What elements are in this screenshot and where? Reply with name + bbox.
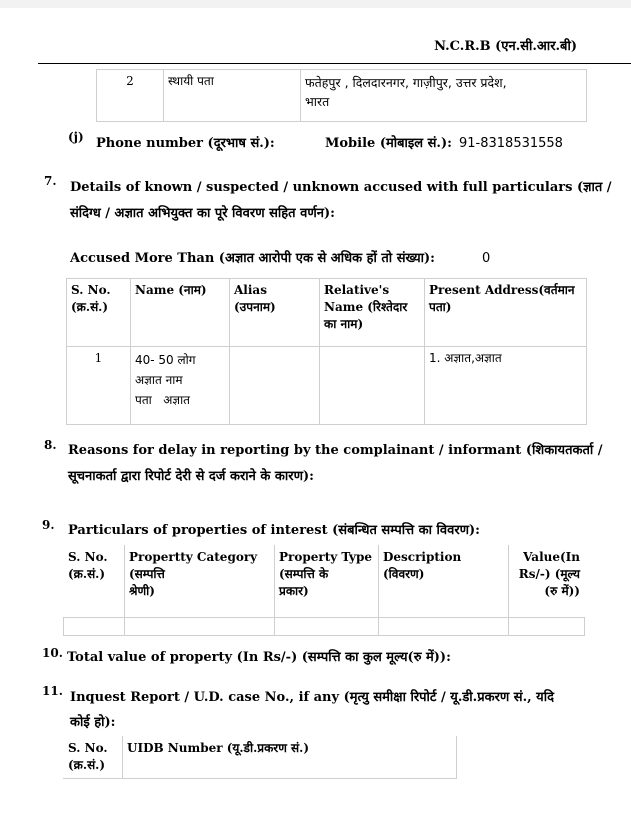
mobile-label: Mobile (मोबाइल सं.): <box>325 136 452 151</box>
section-7-title: संदिग्ध / अज्ञात अभियुक्त का पूरे विवरण सहित वर्णन): <box>70 206 335 221</box>
address-type: स्थायी पता <box>164 70 301 122</box>
col-header-relative: Relative's Name (रिश्तेदार का नाम) <box>320 279 425 347</box>
section-8-title: Reasons for delay in reporting by the complainant / informant (शिकायतकर्ता / <box>68 443 603 458</box>
col-header-description: Description (विवरण) <box>379 546 509 618</box>
empty-cell <box>509 618 585 636</box>
cell-sno: 1 <box>67 347 131 425</box>
cell-alias <box>230 347 320 425</box>
section-11-title: Inquest Report / U.D. case No., if any (मृत्यु समीक्षा रिपोर्ट / यू.डी.प्रकरण सं., यदि <box>70 690 554 705</box>
col-header-uidb: UIDB Number (यू.डी.प्रकरण सं.) <box>123 737 457 779</box>
col-header-sno: S. No. (क्र.सं.) <box>64 737 123 779</box>
col-header-alias: Alias (उपनाम) <box>230 279 320 347</box>
section-9-title: Particulars of properties of interest (संबन्धित सम्पत्ति का विवरण): <box>68 523 480 538</box>
section-7-title: Details of known / suspected / unknown accused with full particulars (ज्ञात / <box>70 180 612 195</box>
empty-cell <box>64 618 125 636</box>
phone-label: Phone number (दूरभाष सं.): <box>96 136 275 151</box>
address-value <box>301 70 587 122</box>
address-line: फतेहपुर , दिलदारनगर, गाज़ीपुर, उत्तर प्रदेश, <box>305 75 507 90</box>
empty-cell <box>125 618 275 636</box>
cell-relative <box>320 347 425 425</box>
col-header-sno: S. No. (क्र.सं.) <box>67 279 131 347</box>
mobile-value: 91-8318531558 <box>459 136 563 151</box>
address-line: भारत <box>305 94 330 109</box>
table-row <box>64 618 585 636</box>
section-11-title: कोई हो): <box>70 715 116 730</box>
property-table <box>63 545 585 636</box>
address-table <box>96 69 587 122</box>
section-number: 10. <box>42 646 63 660</box>
page-header-title: N.C.R.B (एन.सी.आर.बी) <box>434 39 577 54</box>
empty-cell <box>275 618 379 636</box>
section-number: 11. <box>42 684 63 698</box>
col-header-value: Value(In Rs/-) (मूल्य (रु में)) <box>509 546 585 618</box>
table-header-row <box>64 737 457 779</box>
header-divider <box>38 63 631 64</box>
empty-cell <box>379 618 509 636</box>
col-header-type: Property Type (सम्पत्ति के प्रकार) <box>275 546 379 618</box>
accused-table <box>66 278 587 425</box>
inquest-table <box>63 736 457 779</box>
table-row <box>97 70 587 122</box>
col-header-category: Propertty Category (सम्पत्ति श्रेणी) <box>125 546 275 618</box>
section-number: 9. <box>42 518 55 532</box>
section-10-title: Total value of property (In Rs/-) (सम्पत्ति का कुल मूल्य(रु में)): <box>67 650 451 665</box>
address-sno: 2 <box>97 70 164 122</box>
col-header-name: Name (नाम) <box>131 279 230 347</box>
section-number: 7. <box>44 174 57 188</box>
table-header-row <box>67 279 587 347</box>
cell-address: 1. अज्ञात,अज्ञात <box>425 347 587 425</box>
cell-name: 40- 50 लोग अज्ञात नाम पता अज्ञात <box>131 347 230 425</box>
accused-label: Accused More Than (अज्ञात आरोपी एक से अधिक हों तो संख्या): <box>70 251 435 266</box>
table-header-row <box>64 546 585 618</box>
accused-count: 0 <box>482 251 491 266</box>
top-band <box>0 0 631 8</box>
section-number: 8. <box>44 438 57 452</box>
col-header-sno: S. No. (क्र.सं.) <box>64 546 125 618</box>
col-header-address: Present Address(वर्तमान पता) <box>425 279 587 347</box>
phone-marker: (j) <box>68 130 84 144</box>
table-row <box>67 347 587 425</box>
section-8-title: सूचनाकर्ता द्वारा रिपोर्ट देरी से दर्ज कराने के कारण): <box>68 469 314 484</box>
